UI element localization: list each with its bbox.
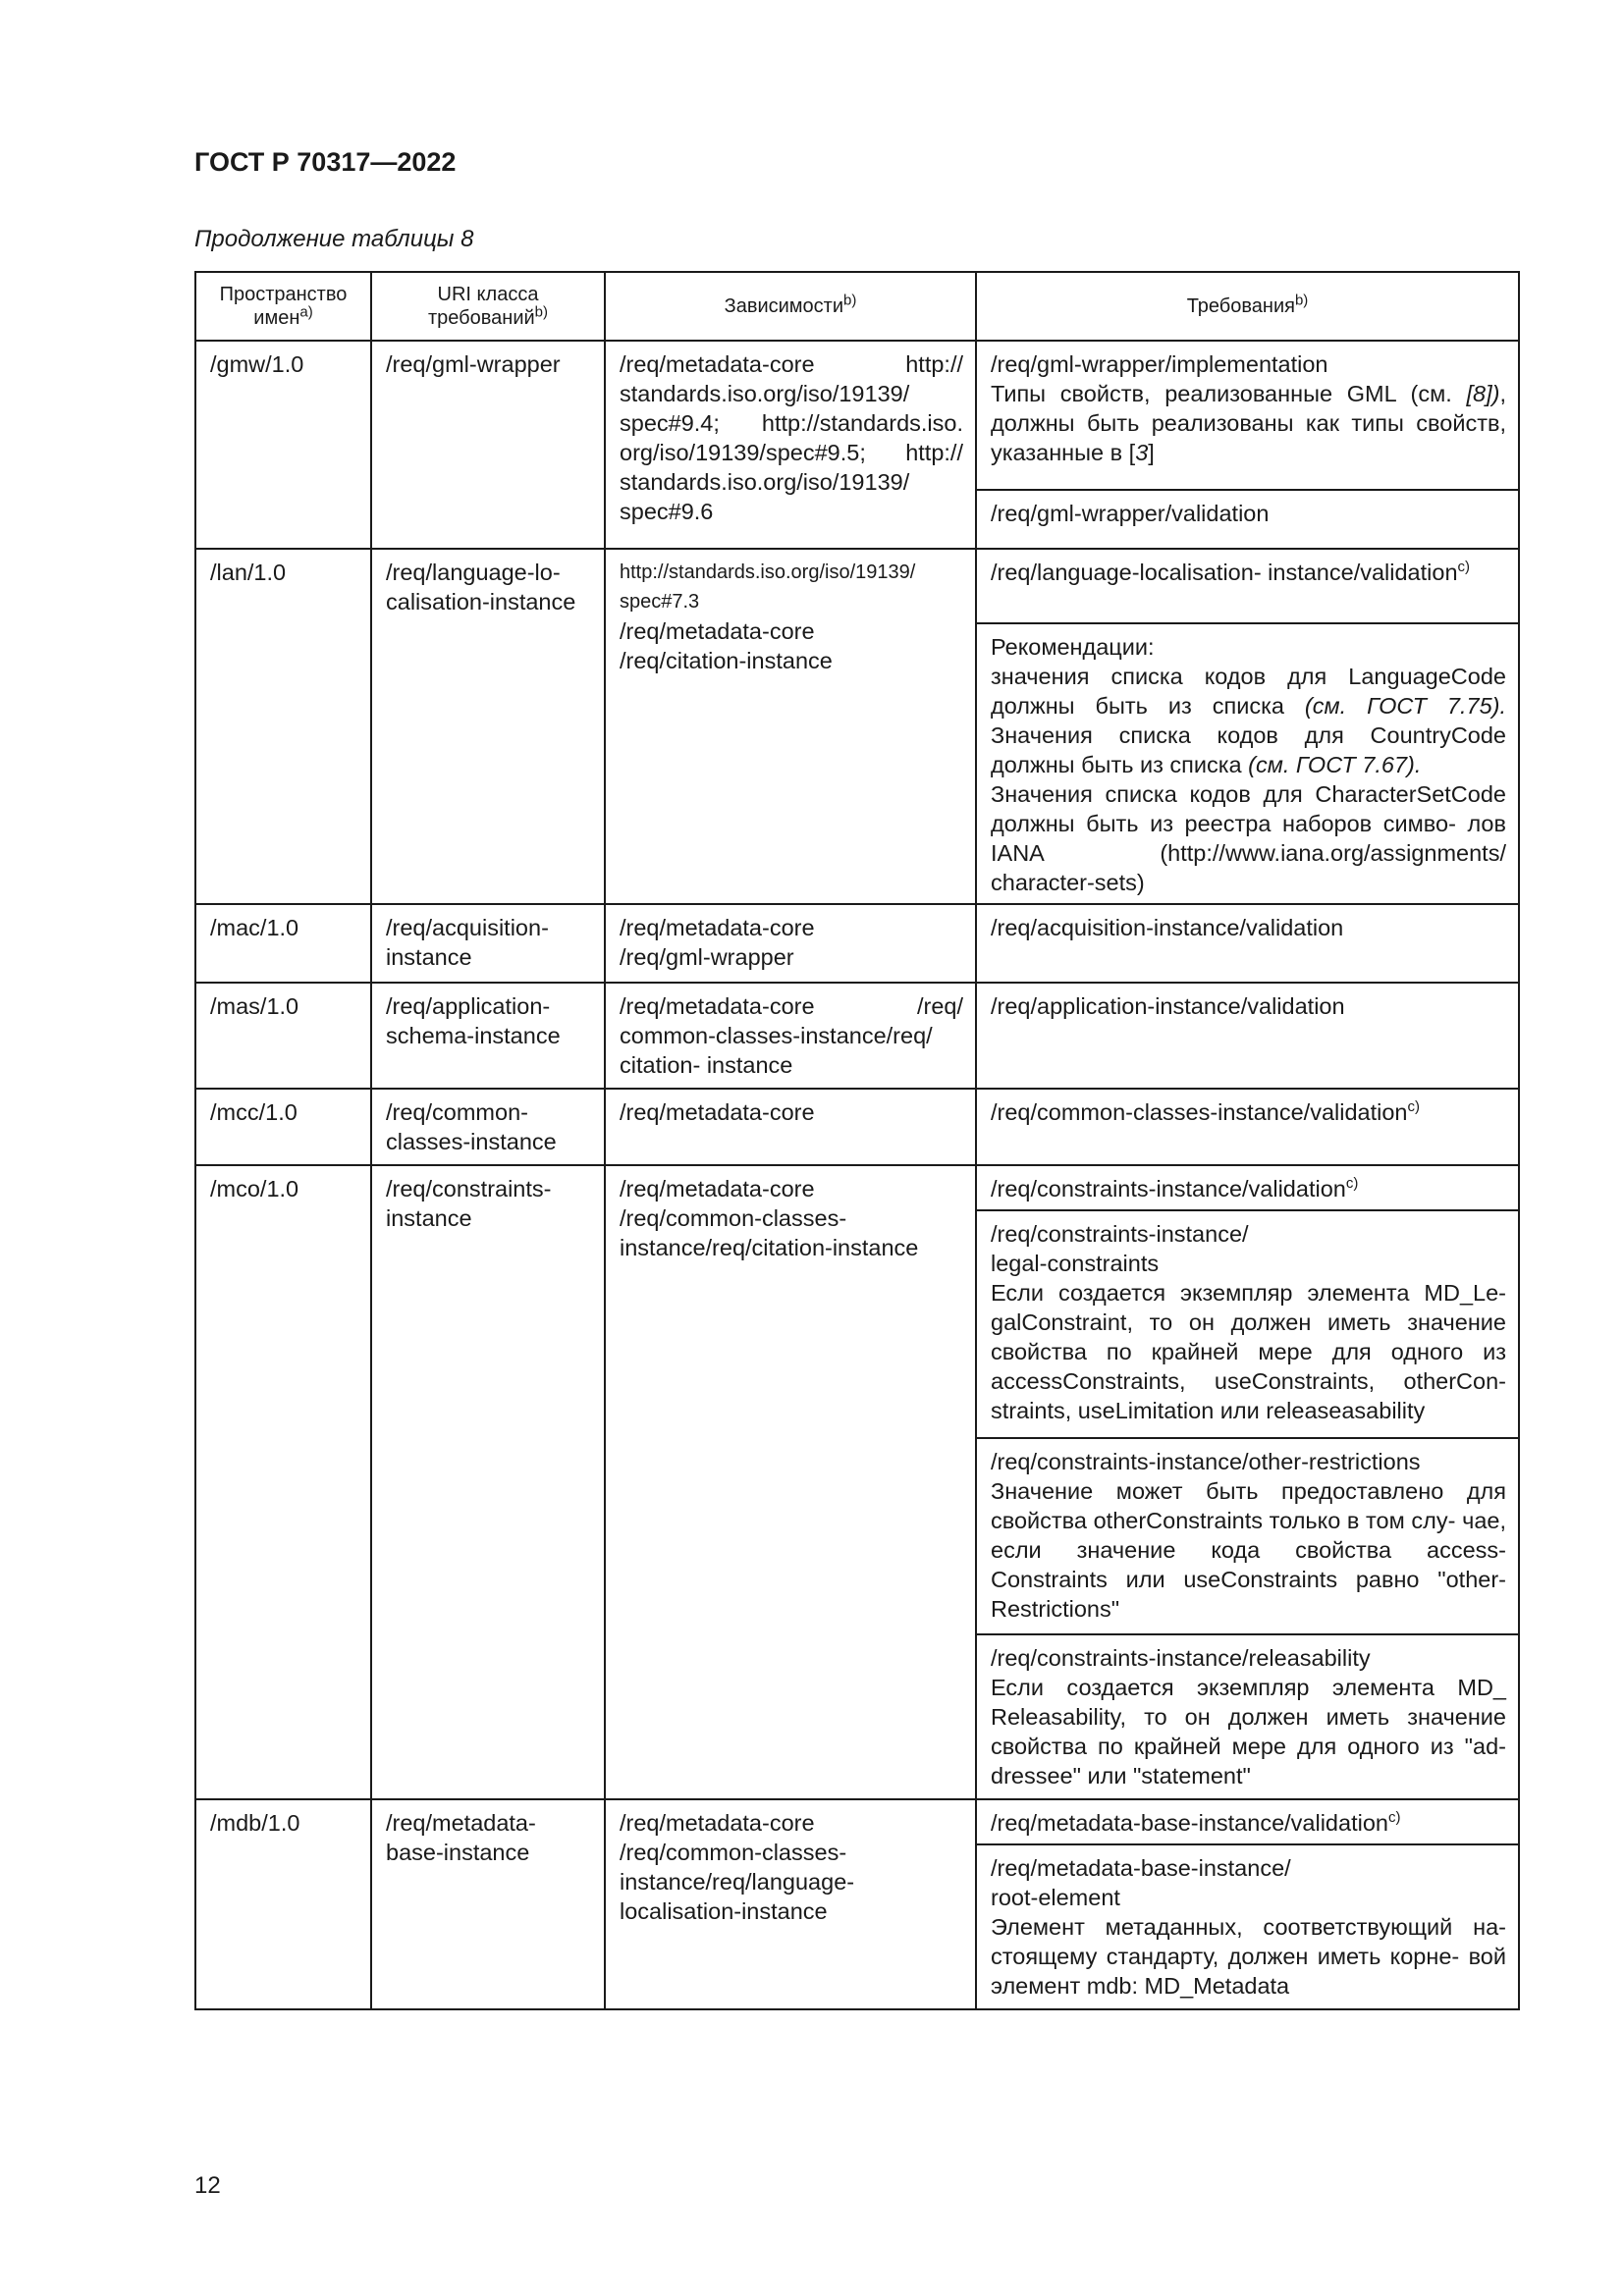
requirement-cell: /req/language-localisation- instance/validation$^{c)}$ <box>976 549 1519 623</box>
page-number: 12 <box>194 2172 221 2199</box>
namespace-cell: /mco/1.0 <box>195 1165 371 1799</box>
column-header-requirements: Требования$^{b)}$ <box>976 272 1519 341</box>
namespace-cell: /mdb/1.0 <box>195 1799 371 2009</box>
table-row <box>195 1165 1519 1210</box>
dependencies-cell: /req/metadata-core /req/common-classes- instance/req/citation-instance <box>605 1165 976 1799</box>
namespace-cell: /mac/1.0 <box>195 904 371 983</box>
requirement-cell: /req/gml-wrapper/validation <box>976 490 1519 549</box>
table-header-row <box>195 272 1519 341</box>
requirement-cell: /req/metadata-base-instance/ root-element Элемент метаданных, соответствующий на- стоящему стандарту, должен иметь корне- вой элемент mdb: MD_Metadata <box>976 1844 1519 2009</box>
table-row <box>195 983 1519 1089</box>
table-row <box>195 904 1519 983</box>
namespace-cell: /mas/1.0 <box>195 983 371 1089</box>
requirement-cell: /req/constraints-instance/other-restrictions Значение может быть предоставлено для свойства otherConstraints только в том слу- чае, если значение кода свойства access- Constraints или useConstraints равно "other- Restrictions" <box>976 1438 1519 1634</box>
dependencies-cell: /req/metadata-core http:// standards.iso.org/iso/19139/ spec#9.4; http://standards.iso. org/iso/19139/spec#9.5; http:// standards.iso.org/iso/19139/ spec#9.6 <box>605 341 976 549</box>
recommendation-cell: Рекомендации: значения списка кодов для LanguageCode должны быть из списка (см. ГОСТ 7.75). Значения списка кодов для CountryCode должны быть из списка (см. ГОСТ 7.67). Значения списка кодов для CharacterSetCode должны быть из реестра наборов симво- лов IANA (http://www.iana.org/assignments/ character-sets) <box>976 623 1519 904</box>
requirement-cell: /req/application-instance/validation <box>976 983 1519 1089</box>
document-header: ГОСТ Р 70317—2022 <box>194 147 457 177</box>
column-header-namespace: Пространство имен$^{а)}$ <box>195 272 371 341</box>
uri-cell: /req/acquisition- instance <box>371 904 605 983</box>
uri-cell: /req/language-lo- calisation-instance <box>371 549 605 904</box>
requirement-cell: /req/metadata-base-instance/validation$^{c)}$ <box>976 1799 1519 1844</box>
column-header-uri: URI класса требований$^{b)}$ <box>371 272 605 341</box>
requirement-cell: /req/common-classes-instance/validation$^{c)}$ <box>976 1089 1519 1165</box>
uri-cell: /req/common- classes-instance <box>371 1089 605 1165</box>
table-caption: Продолжение таблицы 8 <box>194 226 474 252</box>
column-header-dependencies: Зависимости$^{b)}$ <box>605 272 976 341</box>
uri-cell: /req/constraints- instance <box>371 1165 605 1799</box>
requirement-cell: /req/acquisition-instance/validation <box>976 904 1519 983</box>
uri-cell: /req/application- schema-instance <box>371 983 605 1089</box>
requirement-cell: /req/gml-wrapper/implementation Типы свойств, реализованные GML (см. [8]), должны быть реализованы как типы свойств, указанные в [3] <box>976 341 1519 490</box>
namespace-cell: /mcc/1.0 <box>195 1089 371 1165</box>
namespace-cell: /lan/1.0 <box>195 549 371 904</box>
uri-cell: /req/gml-wrapper <box>371 341 605 549</box>
dependencies-cell: /req/metadata-core <box>605 1089 976 1165</box>
table-row <box>195 1799 1519 1844</box>
requirement-cell: /req/constraints-instance/ legal-constraints Если создается экземпляр элемента MD_Le- galConstraint, то он должен иметь значение свойства по крайней мере для одного из accessConstraints, useConstraints, otherCon- straints, useLimitation или releaseasability <box>976 1210 1519 1438</box>
table-row <box>195 549 1519 623</box>
table-row <box>195 341 1519 490</box>
dependencies-cell: http://standards.iso.org/iso/19139/ spec#7.3 /req/metadata-core /req/citation-instance <box>605 549 976 904</box>
table-row <box>195 1089 1519 1165</box>
dependencies-cell: /req/metadata-core /req/common-classes- instance/req/language- localisation-instance <box>605 1799 976 2009</box>
namespace-cell: /gmw/1.0 <box>195 341 371 549</box>
requirement-cell: /req/constraints-instance/validation$^{c)}$ <box>976 1165 1519 1210</box>
requirements-table <box>194 271 1520 2010</box>
requirement-cell: /req/constraints-instance/releasability Если создается экземпляр элемента MD_ Releasability, то он должен иметь значение свойства по крайней мере для одного из "ad- dressee" или "statement" <box>976 1634 1519 1799</box>
dependencies-cell: /req/metadata-core /req/gml-wrapper <box>605 904 976 983</box>
dependencies-cell: /req/metadata-core /req/ common-classes-instance/req/ citation- instance <box>605 983 976 1089</box>
uri-cell: /req/metadata- base-instance <box>371 1799 605 2009</box>
